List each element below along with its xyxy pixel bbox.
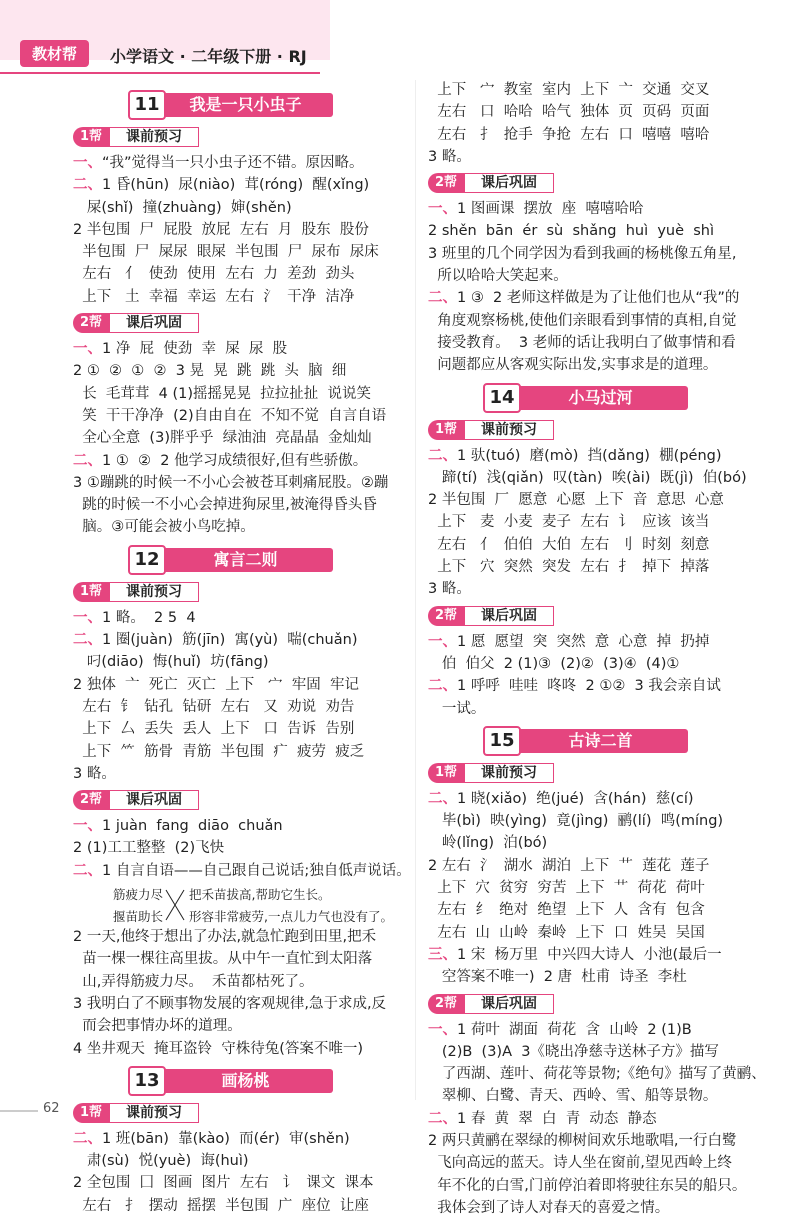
answer-line: 三、1 宋 杨万里 中兴四大诗人 小池(最后一: [428, 944, 776, 966]
lesson-13-review: [428, 198, 776, 376]
answer-line: (2)B (3)A 3《晓出净慈寺送林子方》描写: [428, 1041, 776, 1063]
answer-line: 半包围 尸 屎尿 眼屎 半包围 尸 尿布 尿床: [73, 241, 421, 263]
section-badge: 1帮: [73, 582, 109, 602]
lesson-12-review: [73, 815, 421, 1060]
answer-line: 上下 麦 小麦 麦子 左右 讠 应该 该当: [428, 511, 776, 533]
answer-line: 笑 干干净净 (2)自由自在 不知不觉 自言自语: [73, 405, 421, 427]
answer-line: 2 一天,他终于想出了办法,就急忙跑到田里,把禾: [73, 926, 421, 948]
answer-line: 二、1 春 黄 翠 白 青 动态 静态: [428, 1108, 776, 1130]
answer-line: 岭(lǐng) 泊(bó): [428, 832, 776, 854]
section-title: 课前预习: [109, 582, 199, 602]
section-badge: 2帮: [73, 313, 109, 333]
lesson-13-preview-cont: [428, 79, 776, 168]
answer-line: 长 毛茸茸 4 (1)摇摇晃晃 拉拉扯扯 说说笑: [73, 383, 421, 405]
section-badge: 1帮: [428, 763, 464, 783]
answer-line: 全心全意 (3)胖乎乎 绿油油 亮晶晶 金灿灿: [73, 427, 421, 449]
answer-line: 2 独体 亠 死亡 灭亡 上下 宀 牢固 牢记: [73, 674, 421, 696]
brand-logo: 教材帮: [20, 40, 89, 67]
answer-line: 左右 纟 绝对 绝望 上下 人 含有 包含: [428, 899, 776, 921]
section-header: [428, 417, 776, 443]
section-title: 课后巩固: [464, 173, 554, 193]
section-title: 课前预习: [464, 420, 554, 440]
answer-line: 二、1 ③ 2 老师这样做是为了让他们也从“我”的: [428, 287, 776, 309]
lesson-number: 11: [128, 90, 166, 120]
lesson-number: 13: [128, 1066, 166, 1096]
question-marker: 一、: [73, 341, 102, 357]
question-marker: 二、: [428, 791, 457, 807]
section-title: 课前预习: [109, 127, 199, 147]
answer-line: 2 shěn bān ér sù shǎng huì yuè shì: [428, 220, 776, 242]
section-badge: 2帮: [428, 173, 464, 193]
cross-lines: [165, 886, 185, 924]
answer-line: 一、“我”觉得当一只小虫子还不错。原因略。: [73, 152, 421, 174]
answer-line: 3 略。: [428, 146, 776, 168]
answer-line: 屎(shǐ) 撞(zhuàng) 婶(shěn): [73, 197, 421, 219]
answer-line: 左右 扌 抢手 争抢 左右 口 嘻嘻 嘻哈: [428, 124, 776, 146]
lesson-title: 我是一只小虫子: [158, 93, 333, 117]
answer-line: 上下 穴 贫穷 穷苦 上下 艹 荷花 荷叶: [428, 877, 776, 899]
question-marker: 二、: [428, 678, 457, 694]
answer-line: 年不化的白雪,门前停泊着即将驶往东吴的船只。: [428, 1175, 776, 1197]
question-marker: 二、: [73, 863, 102, 879]
header-divider: [0, 72, 320, 74]
answer-line: 叼(diāo) 悔(huǐ) 坊(fāng): [73, 651, 421, 673]
question-marker: 二、: [428, 1111, 457, 1127]
answer-line: 上下 土 幸福 幸运 左右 氵 干净 洁净: [73, 286, 421, 308]
lesson-15-review: [428, 1019, 776, 1219]
section-title: 课后巩固: [109, 790, 199, 810]
section-title: 课后巩固: [109, 313, 199, 333]
idiom-left-1: 筋疲力尽: [113, 884, 163, 906]
answer-line: 左右 钅 钻孔 钻研 左右 又 劝说 劝告: [73, 696, 421, 718]
answer-line: 一、1 略。 2 5 4: [73, 607, 421, 629]
answer-line: 3 我明白了不顾事物发展的客观规律,急于求成,反: [73, 993, 421, 1015]
question-marker: 一、: [428, 1022, 457, 1038]
section-header: [428, 170, 776, 196]
answer-line: 4 坐井观天 掩耳盗铃 守株待兔(答案不唯一): [73, 1038, 421, 1060]
section-title: 课后巩固: [464, 994, 554, 1014]
answer-line: 了西湖、莲叶、荷花等景物;《绝句》描写了黄鹂、: [428, 1063, 776, 1085]
answer-line: 2 ① ② ① ② 3 晃 晃 跳 跳 头 脑 细: [73, 360, 421, 382]
lesson-11-title: [73, 88, 421, 122]
answer-line: 苗一棵一棵往高里拔。从中午一直忙到太阳落: [73, 948, 421, 970]
question-marker: 二、: [428, 290, 457, 306]
answer-line: 2 (1)工工整整 (2)飞快: [73, 837, 421, 859]
answer-line: 2 左右 氵 湖水 湖泊 上下 艹 莲花 莲子: [428, 855, 776, 877]
answer-line: 上下 宀 教室 室内 上下 亠 交通 交叉: [428, 79, 776, 101]
page-header: [0, 0, 800, 88]
lesson-number: 14: [483, 383, 521, 413]
lesson-title: 寓言二则: [158, 548, 333, 572]
lesson-title: 古诗二首: [513, 729, 688, 753]
question-marker: 二、: [73, 632, 102, 648]
footer-line: [0, 1110, 38, 1112]
answer-line: 一试。: [428, 698, 776, 720]
answer-line: 山,弄得筋疲力尽。 禾苗都枯死了。: [73, 971, 421, 993]
answer-line: 空答案不唯一) 2 唐 杜甫 诗圣 李杜: [428, 966, 776, 988]
section-badge: 1帮: [428, 420, 464, 440]
section-badge: 1帮: [73, 127, 109, 147]
answer-line: 3 ①蹦跳的时候一不小心会被苍耳刺痛屁股。②蹦: [73, 472, 421, 494]
question-marker: 三、: [428, 947, 457, 963]
section-header: [428, 760, 776, 786]
lesson-13-title: [73, 1064, 421, 1098]
answer-line: 2 半包围 尸 屁股 放屁 左右 月 股东 股份: [73, 219, 421, 241]
question-marker: 一、: [428, 634, 457, 650]
question-marker: 一、: [73, 818, 102, 834]
lesson-15-title: [428, 724, 776, 758]
question-marker: 一、: [428, 201, 457, 217]
section-badge: 2帮: [428, 994, 464, 1014]
question-marker: 二、: [73, 453, 102, 469]
answer-line: 角度观察杨桃,使他们亲眼看到事情的真相,自觉: [428, 310, 776, 332]
lesson-number: 15: [483, 726, 521, 756]
section-header: [73, 1100, 421, 1126]
answer-line: 二、1 晓(xiǎo) 绝(jué) 含(hán) 慈(cí): [428, 788, 776, 810]
answer-line: 一、1 愿 愿望 突 突然 意 心意 掉 扔掉: [428, 631, 776, 653]
answer-line: 上下 厶 丢失 丢人 上下 口 告诉 告别: [73, 718, 421, 740]
answer-line: 一、1 juàn fang diāo chuǎn: [73, 815, 421, 837]
page-number: 62: [43, 1101, 60, 1116]
answer-line: 接受教育。 3 老师的话让我明白了做事情和看: [428, 332, 776, 354]
lesson-14-title: [428, 381, 776, 415]
answer-line: 脑。③可能会被小鸟吃掉。: [73, 516, 421, 538]
answer-line: 跳的时候一不小心会掉进狗尿里,被淹得昏头昏: [73, 494, 421, 516]
answer-line: 二、1 班(bān) 靠(kào) 而(ér) 审(shěn): [73, 1128, 421, 1150]
section-header: [428, 603, 776, 629]
section-title: 课前预习: [464, 763, 554, 783]
answer-line: 而会把事情办坏的道理。: [73, 1015, 421, 1037]
lesson-12-preview: [73, 607, 421, 785]
answer-line: 2 全包围 囗 图画 图片 左右 讠 课文 课本: [73, 1172, 421, 1194]
meaning-right-2: 形容非常疲劳,一点儿力气也没有了。: [189, 906, 393, 928]
answer-line: 左右 山 山岭 秦岭 上下 口 姓吴 吴国: [428, 922, 776, 944]
question-marker: 一、: [73, 610, 102, 626]
answer-line: 毕(bì) 映(yìng) 竟(jìng) 鹂(lí) 鸣(míng): [428, 810, 776, 832]
answer-line: 二、1 昏(hūn) 尿(niào) 茸(róng) 醒(xǐng): [73, 174, 421, 196]
answer-line: 左右 亻 使劲 使用 左右 力 差劲 劲头: [73, 263, 421, 285]
answer-line: 3 略。: [73, 763, 421, 785]
answer-line: 2 两只黄鹂在翠绿的柳树间欢乐地歌唱,一行白鹭: [428, 1130, 776, 1152]
answer-line: 二、1 呼呼 哇哇 咚咚 2 ①② 3 我会亲自试: [428, 675, 776, 697]
answer-line: 一、1 荷叶 湖面 荷花 含 山岭 2 (1)B: [428, 1019, 776, 1041]
section-badge: 1帮: [73, 1103, 109, 1123]
lesson-14-review: [428, 631, 776, 720]
answer-line: 肃(sù) 悦(yuè) 诲(huì): [73, 1150, 421, 1172]
section-header: [428, 991, 776, 1017]
answer-line: 一、1 图画课 摆放 座 嘻嘻哈哈: [428, 198, 776, 220]
answer-line: 左右 口 哈哈 哈气 独体 页 页码 页面: [428, 101, 776, 123]
section-header: [73, 579, 421, 605]
matching-diagram: [73, 882, 421, 926]
lesson-title: 画杨桃: [158, 1069, 333, 1093]
answer-line: 翠柳、白鹭、青天、西岭、雪、船等景物。: [428, 1085, 776, 1107]
answer-line: 左右 亻 伯伯 大伯 左右 刂 时刻 刻意: [428, 534, 776, 556]
answer-line: 所以哈哈大笑起来。: [428, 265, 776, 287]
idiom-left-2: 揠苗助长: [113, 906, 163, 928]
lesson-11-preview: [73, 152, 421, 308]
answer-line: 二、1 驮(tuó) 磨(mò) 挡(dǎng) 棚(péng): [428, 445, 776, 467]
answer-line: 3 略。: [428, 578, 776, 600]
meaning-right-1: 把禾苗拔高,帮助它生长。: [189, 884, 330, 906]
answer-line: 飞向高远的蓝天。诗人坐在窗前,望见西岭上终: [428, 1152, 776, 1174]
answer-line: 问题都应从客观实际出发,实事求是的道理。: [428, 354, 776, 376]
lesson-number: 12: [128, 545, 166, 575]
answer-line: 蹄(tí) 浅(qiǎn) 叹(tàn) 唉(ài) 既(jì) 伯(bó): [428, 467, 776, 489]
section-header: [73, 787, 421, 813]
answer-line: 上下 ⺮ 筋骨 青筋 半包围 疒 疲劳 疲乏: [73, 741, 421, 763]
section-header: [73, 310, 421, 336]
lesson-14-preview: [428, 445, 776, 601]
answer-line: 上下 穴 突然 突发 左右 扌 掉下 掉落: [428, 556, 776, 578]
question-marker: 二、: [428, 448, 457, 464]
answer-line: 二、1 自言自语——自己跟自己说话;独自低声说话。: [73, 860, 421, 882]
question-marker: 二、: [73, 1131, 102, 1147]
section-title: 课后巩固: [464, 606, 554, 626]
book-title: 小学语文 · 二年级下册 · RJ: [110, 44, 307, 67]
section-badge: 2帮: [428, 606, 464, 626]
question-marker: 二、: [73, 177, 102, 193]
answer-line: 3 班里的几个同学因为看到我画的杨桃像五角星,: [428, 243, 776, 265]
section-badge: 2帮: [73, 790, 109, 810]
right-column: [428, 79, 776, 1219]
lesson-title: 小马过河: [513, 386, 688, 410]
lesson-11-review: [73, 338, 421, 539]
answer-line: 二、1 圈(juàn) 筋(jīn) 寓(yù) 喘(chuǎn): [73, 629, 421, 651]
answer-line: 一、1 净 屁 使劲 幸 屎 尿 股: [73, 338, 421, 360]
section-header: [73, 124, 421, 150]
answer-line: 伯 伯父 2 (1)③ (2)② (3)④ (4)①: [428, 653, 776, 675]
lesson-13-preview: [73, 1128, 421, 1217]
answer-line: 我体会到了诗人对春天的喜爱之情。: [428, 1197, 776, 1219]
lesson-15-preview: [428, 788, 776, 989]
section-title: 课前预习: [109, 1103, 199, 1123]
question-marker: 一、: [73, 155, 102, 171]
answer-line: 左右 扌 摆动 摇摆 半包围 广 座位 让座: [73, 1195, 421, 1217]
left-column: [73, 84, 421, 1217]
lesson-12-title: [73, 543, 421, 577]
answer-line: 二、1 ① ② 2 他学习成绩很好,但有些骄傲。: [73, 450, 421, 472]
answer-line: 2 半包围 厂 愿意 心愿 上下 音 意思 心意: [428, 489, 776, 511]
